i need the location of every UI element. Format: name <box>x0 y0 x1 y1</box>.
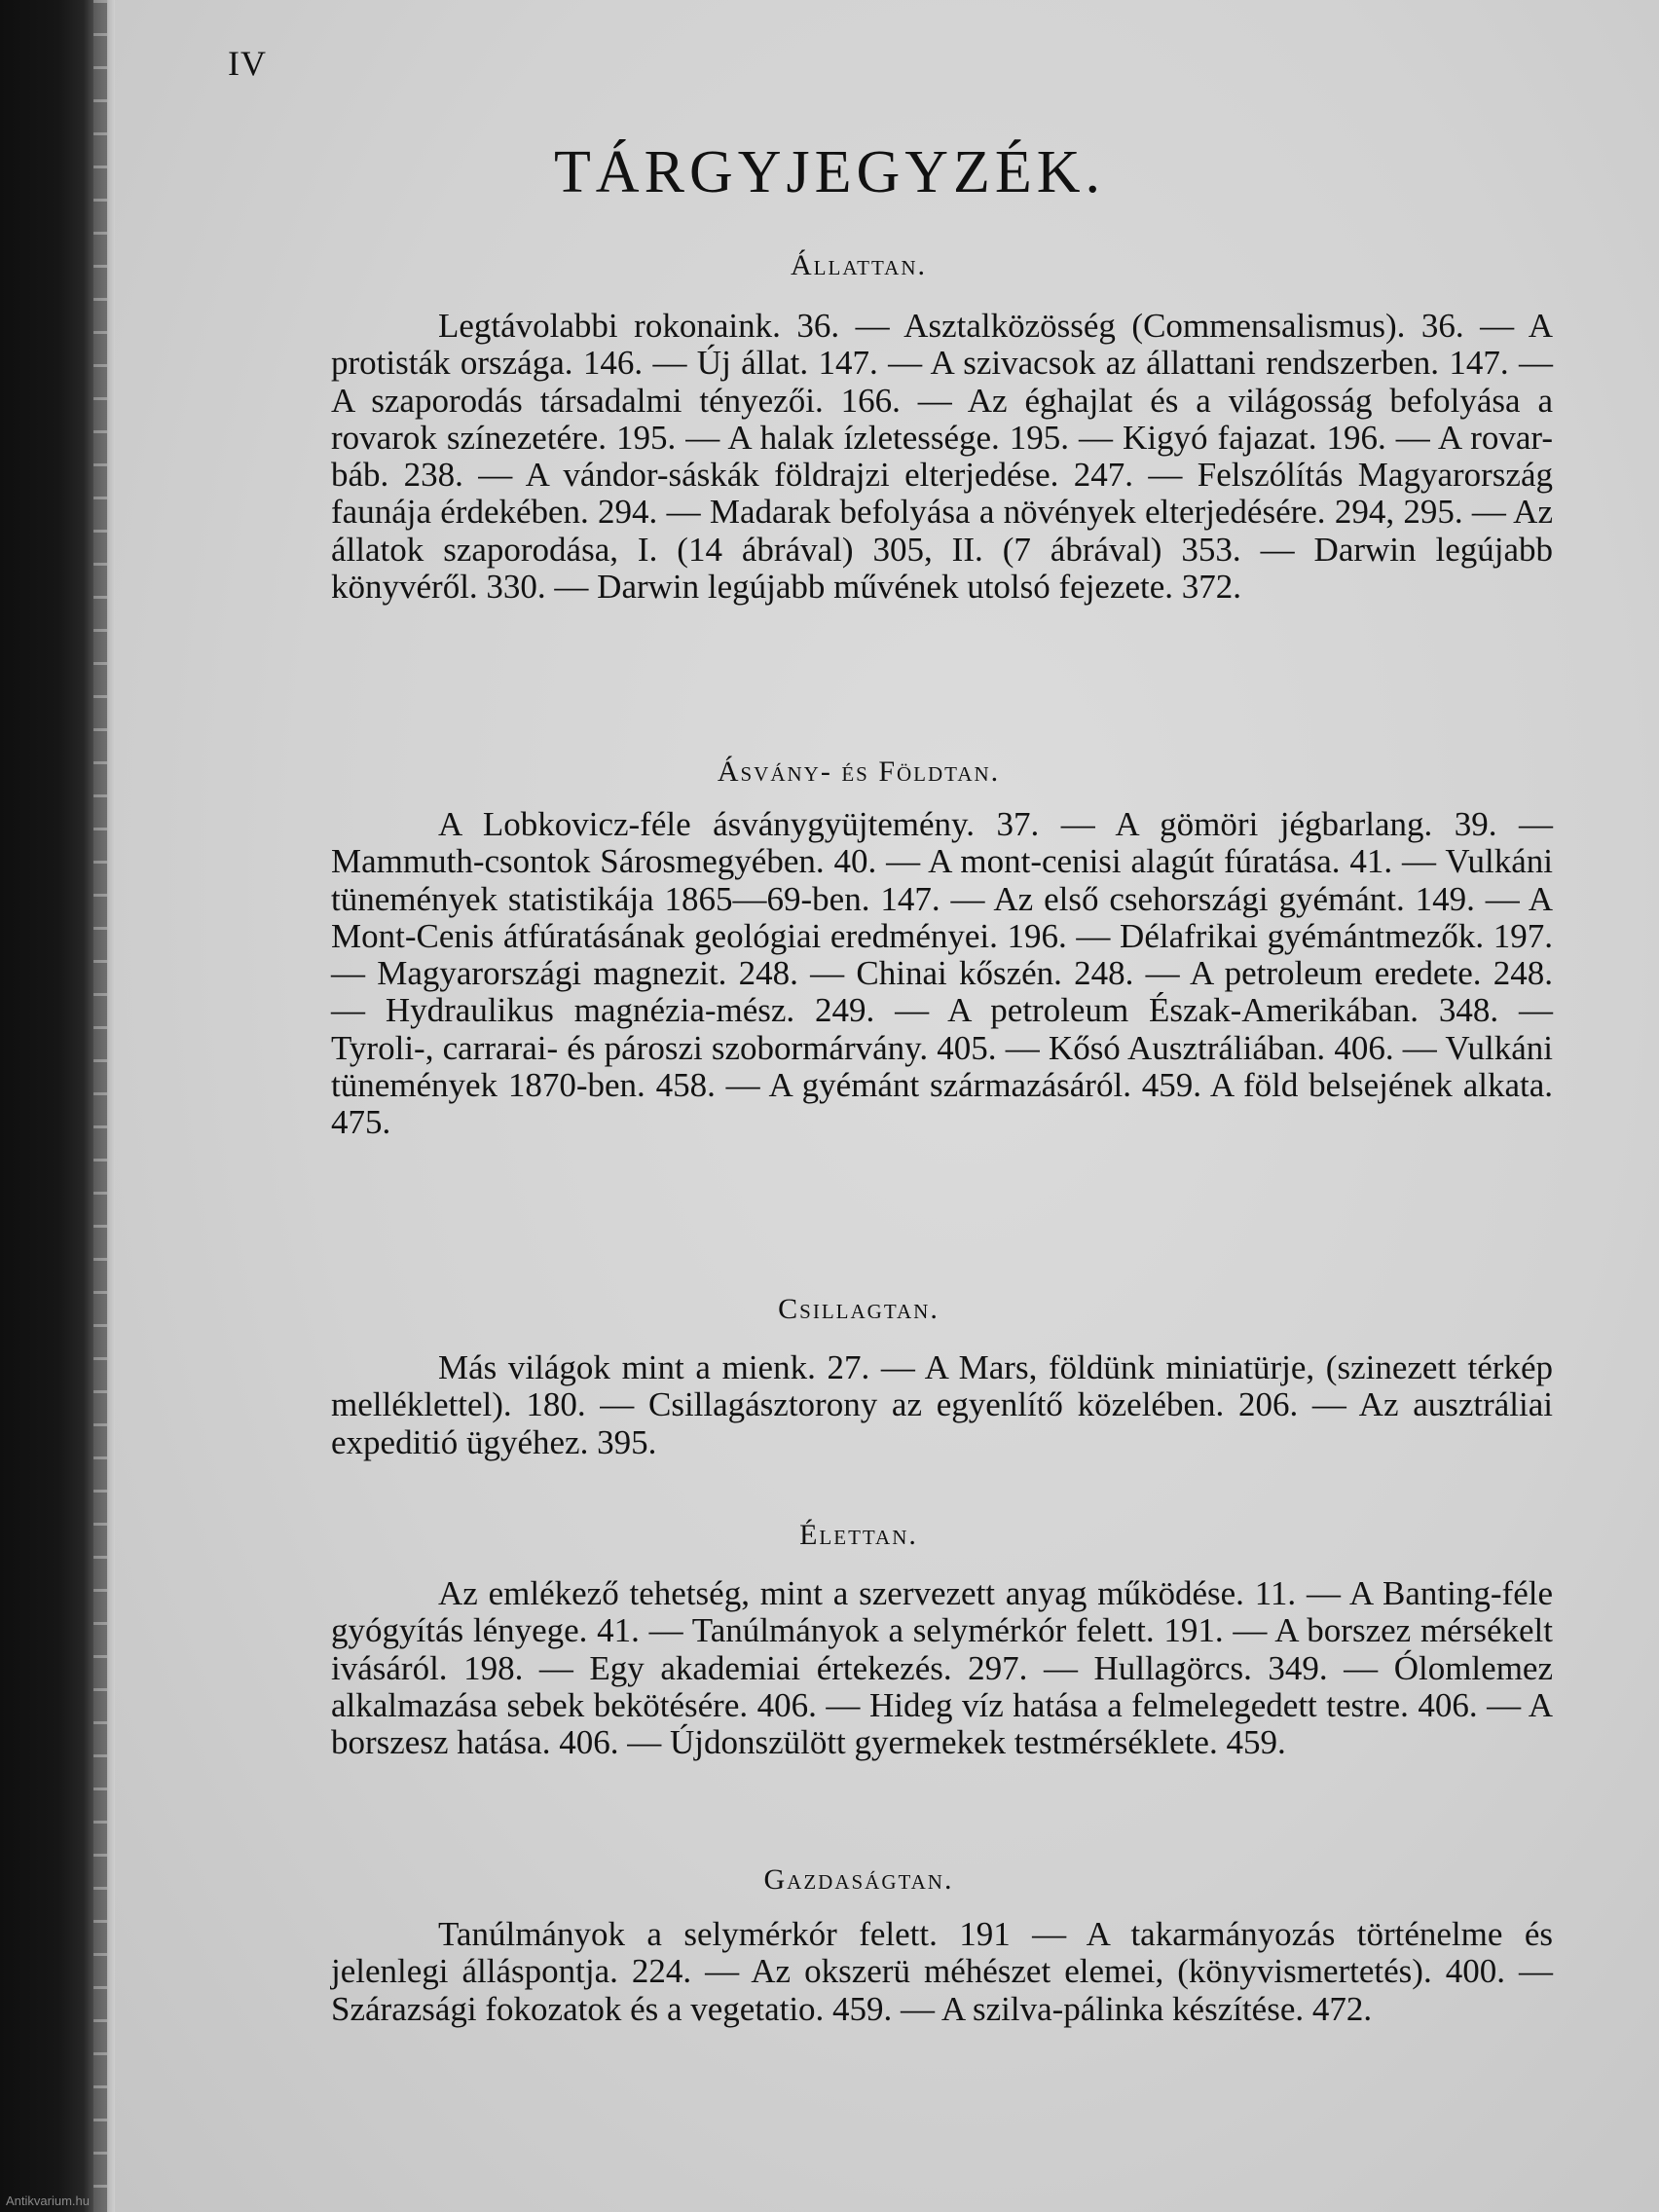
section-heading-csillagtan: Csillagtan. <box>778 1293 940 1325</box>
section-heading-gazdasagtan: Gazdaságtan. <box>763 1863 954 1896</box>
section-text-csillagtan: Más világok mint a mienk. 27. — A Mars, földünk miniatürje, (szinezett térkép melléklettel). 180. — Csillagásztorony az egyenlítő közelében. 206. — Az ausztráliai expeditió ügyéhez. 395. <box>331 1348 1553 1461</box>
section-heading-allattan: Állattan. <box>791 249 927 281</box>
section-text-gazdasagtan: Tanúlmányok a selymérkór felett. 191 — A takarmányozás történelme és jelenlegi álláspontja. 224. — Az okszerü méhészet elemei, (könyvismertetés). 400. — Szárazsági fokozatok és a vegetatio. 459. — A szilva-pálinka készítése. 472. <box>331 1915 1553 2028</box>
section-text-asvany-foldtan: A Lobkovicz-féle ásványgyüjtemény. 37. — A gömöri jégbarlang. 39. — Mammuth-csontok Sárosmegyében. 40. — A mont-cenisi alagút fúratása. 41. — Vulkáni tünemények statistikája 1865—69-ben. 147. — Az első csehországi gyémánt. 149. — A Mont-Cenis átfúratásának geológiai eredményei. 196. — Délafrikai gyémántmezők. 197. — Magyarországi magnezit. 248. — Chinai kőszén. 248. — A petroleum eredete. 248. — Hydraulikus magnézia-mész. 249. — A petroleum Észak-Amerikában. 348. — Tyroli-, carrarai- és pároszi szobormárvány. 405. — Kősó Ausztráliában. 406. — Vulkáni tünemények 1870-ben. 458. — A gyémánt származásáról. 459. A föld belsejének alkata. 475. <box>331 805 1553 1142</box>
section-heading-asvany-foldtan: Ásvány- és Földtan. <box>717 756 1001 788</box>
page-title: TÁRGYJEGYZÉK. <box>553 139 1106 205</box>
section-text-allattan: Legtávolabbi rokonaink. 36. — Asztalközösség (Commensalismus). 36. — A protisták országa. 146. — Új állat. 147. — A szivacsok az állattani rendszerben. 147. — A szaporodás társadalmi tényezői. 166. — Az éghajlat és a világosság befolyása a rovarok színezetére. 195. — A halak ízletessége. 195. — Kigyó fajazat. 196. — A rovar-báb. 238. — A vándor-sáskák földrajzi elterjedése. 247. — Felszólítás Magyarország faunája érdekében. 294. — Madarak befolyása a növények elterjedésére. 294, 295. — Az állatok szaporodása, I. (14 ábrával) 305, II. (7 ábrával) 353. — Darwin legújabb könyvéről. 330. — Darwin legújabb művének utolsó fejezete. 372. <box>331 307 1553 607</box>
page-number: IV <box>228 44 267 83</box>
watermark-text: Antikvarium.hu <box>6 2194 90 2208</box>
section-text-elettan: Az emlékező tehetség, mint a szervezett anyag működése. 11. — A Banting-féle gyógyítás lényege. 41. — Tanúlmányok a selymérkór felett. 191. — A borszez mérsékelt ivásáról. 198. — Egy akademiai értekezés. 297. — Hullagörcs. 349. — Ólomlemez alkalmazása sebek bekötésére. 406. — Hideg víz hatása a felmelegedett testre. 406. — A borszesz hatása. 406. — Újdonszülött gyermekek testmérséklete. 459. <box>331 1574 1553 1762</box>
section-heading-elettan: Élettan. <box>799 1519 918 1551</box>
